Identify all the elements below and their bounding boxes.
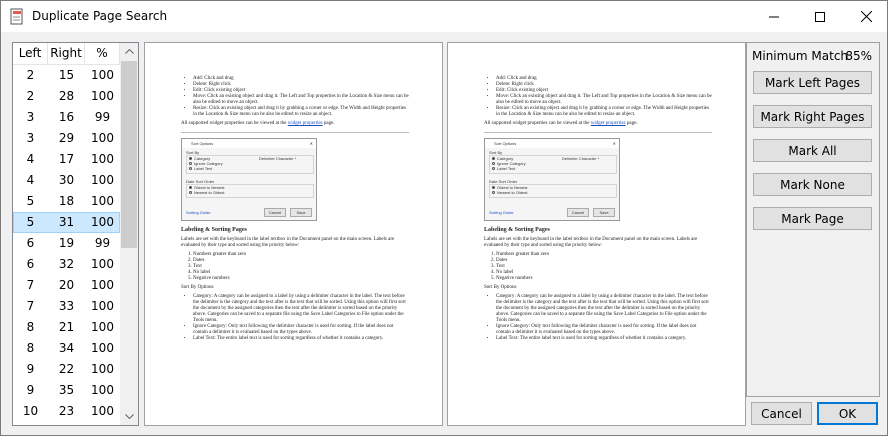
sort-option-bullets	[181, 294, 409, 342]
mark-left-pages-button[interactable]: Mark Left Pages	[753, 71, 872, 94]
cell-right: 21	[58, 320, 75, 334]
scroll-up-button[interactable]	[120, 43, 138, 60]
list-rows	[13, 65, 120, 422]
document-icon	[10, 8, 24, 25]
priority-item: 4. No label	[496, 270, 712, 276]
dialog-content	[1, 32, 887, 435]
minimum-match-value: 85%	[845, 49, 872, 63]
priority-item: 3. Text	[193, 264, 409, 270]
table-row[interactable]	[13, 275, 120, 296]
cell-left: 6	[26, 236, 35, 250]
table-row[interactable]	[13, 401, 120, 422]
left-page-preview	[144, 42, 443, 426]
table-row[interactable]	[13, 338, 120, 359]
sort-options-title	[182, 139, 316, 148]
priority-item: 1. Numbers greater than zero	[193, 252, 409, 258]
radio-label: Label Text	[194, 166, 213, 171]
list-scrollbar[interactable]	[120, 43, 138, 425]
close-icon: ✕	[309, 141, 313, 146]
bullet-item: • Label Text: The entire label text is used for sorting regardless of whether it contains a category.	[496, 336, 712, 342]
labels-paragraph: Labels are set with the keyboard in the label textbox in the Document panel on the main screen. Labels are evaluated by their type and sorted using the priority below:	[484, 237, 698, 248]
close-icon	[861, 11, 872, 22]
priority-item: 2. Dates	[496, 258, 712, 264]
page-content	[484, 76, 712, 342]
widget-properties-link: widget properties	[287, 121, 323, 126]
radio-label: Ignore Category	[194, 161, 223, 166]
cell-pct: 100	[91, 257, 114, 271]
cell-pct: 100	[91, 194, 114, 208]
cell-left: 2	[26, 68, 35, 82]
sort-by-group	[186, 155, 314, 174]
cell-left: 10	[22, 404, 39, 418]
cell-right: 17	[58, 152, 75, 166]
cell-right: 23	[58, 404, 75, 418]
cell-right: 19	[58, 236, 75, 250]
cell-left: 5	[26, 194, 35, 208]
sort-options-title	[485, 139, 619, 148]
date-order-label: Date Sort Order	[186, 179, 215, 184]
table-row[interactable]	[13, 296, 120, 317]
radio-label: Oldest to Newest	[194, 185, 225, 190]
cell-right: 32	[58, 257, 75, 271]
bullet-item: • Category: A category can be assigned to a label by using a delimiter character in the label. The text before the delimiter is the category and the text after is the text that will be sorted. Using this option will first sort the document by the assigned categories then the text after the delimiter is sorted based on the priority above. Categories can be saved to a separate file using the Save Label Categories to File option under the Tools menu.	[496, 294, 712, 324]
table-row[interactable]	[13, 317, 120, 338]
editing-bullets	[484, 76, 712, 118]
sort-options-title-text: Sort Options	[494, 141, 517, 146]
minimize-icon	[769, 12, 779, 22]
sort-option-bullets	[484, 294, 712, 342]
table-row[interactable]	[13, 170, 120, 191]
priority-item: 5. Negative numbers	[193, 276, 409, 282]
section-heading: Labeling & Sorting Pages	[484, 227, 550, 233]
radio-label: Newest to Oldest	[194, 190, 225, 195]
priority-item: 4. No label	[193, 270, 409, 276]
bullet-item: • Edit: Click existing object	[193, 88, 409, 94]
cell-left: 4	[26, 152, 35, 166]
cell-pct: 100	[91, 383, 114, 397]
maximize-icon	[815, 12, 825, 22]
properties-end: page.	[626, 121, 638, 126]
cell-pct: 100	[91, 404, 114, 418]
cell-pct: 100	[91, 131, 114, 145]
sort-options-title-text: Sort Options	[191, 141, 214, 146]
bullet-item: • Ignore Category: Only text following the delimiter character is used for sorting. If the label does not contain a delimiter it is evaluated based on the types above.	[496, 324, 712, 336]
cell-left: 7	[26, 278, 35, 292]
cell-left: 7	[26, 299, 35, 313]
cell-right: 33	[58, 299, 75, 313]
properties-text: All supported widget properties can be viewed at the	[181, 121, 287, 126]
column-header-right[interactable]: Right	[48, 43, 85, 65]
section-heading: Labeling & Sorting Pages	[181, 227, 247, 233]
table-row[interactable]	[13, 128, 120, 149]
sort-options-screenshot	[484, 138, 620, 221]
column-header-percent[interactable]: %	[85, 43, 120, 65]
cell-pct: 100	[91, 278, 114, 292]
cell-right: 16	[58, 110, 75, 124]
sort-by-label: Sort By	[186, 150, 200, 155]
cell-pct: 99	[94, 236, 111, 250]
minimum-match-label: Minimum Match	[752, 49, 849, 63]
cell-right: 28	[58, 89, 75, 103]
cell-right: 18	[58, 194, 75, 208]
priority-list	[181, 252, 409, 282]
cell-left: 3	[26, 131, 35, 145]
ok-button[interactable]: OK	[817, 402, 878, 425]
delimiter-label: Delimiter Character *	[259, 156, 297, 161]
cell-right: 34	[58, 341, 75, 355]
date-order-group	[489, 184, 617, 198]
sort-by-label: Sort By	[489, 150, 503, 155]
mark-panel	[746, 42, 880, 397]
table-row[interactable]	[13, 86, 120, 107]
radio-label: Label Text	[497, 166, 516, 171]
minimize-button[interactable]	[751, 1, 797, 32]
radio-label: Category	[194, 156, 211, 161]
bullet-item: • Delete: Right click	[193, 82, 409, 88]
table-row[interactable]	[13, 233, 120, 254]
maximize-button[interactable]	[797, 1, 843, 32]
cell-right: 35	[58, 383, 75, 397]
mark-all-button[interactable]: Mark All	[753, 139, 872, 162]
scroll-thumb[interactable]	[121, 61, 137, 248]
editing-bullets	[181, 76, 409, 118]
priority-item: 2. Dates	[193, 258, 409, 264]
cell-pct: 100	[91, 68, 114, 82]
date-order-group	[186, 184, 314, 198]
mark-page-button[interactable]: Mark Page	[753, 207, 872, 230]
cell-right: 22	[58, 362, 75, 376]
cancel-button[interactable]: Cancel	[751, 402, 812, 425]
mark-right-pages-button[interactable]: Mark Right Pages	[753, 105, 872, 128]
cell-left: 3	[26, 110, 35, 124]
sort-options-heading: Sort By Options	[181, 285, 214, 290]
chevron-down-icon	[125, 414, 134, 419]
widget-properties-link: widget properties	[590, 121, 626, 126]
cell-right: 30	[58, 173, 75, 187]
title-bar	[1, 1, 887, 32]
table-row[interactable]	[13, 254, 120, 275]
table-row[interactable]	[13, 149, 120, 170]
priority-item: 3. Text	[496, 264, 712, 270]
cell-left: 2	[26, 89, 35, 103]
table-row[interactable]	[13, 107, 120, 128]
cell-left: 9	[26, 383, 35, 397]
radio-label-text	[492, 166, 616, 171]
radio-newest	[189, 190, 313, 195]
sorting-guide-link: Sorting Guide	[489, 210, 514, 215]
list-header	[13, 43, 120, 65]
radio-label: Oldest to Newest	[497, 185, 528, 190]
divider	[181, 132, 409, 133]
sorting-guide-link: Sorting Guide	[186, 210, 211, 215]
close-icon: ✕	[612, 141, 616, 146]
sort-by-group	[489, 155, 617, 174]
priority-list	[484, 252, 712, 282]
page-content	[181, 76, 409, 342]
match-list[interactable]	[12, 42, 139, 426]
labels-paragraph: Labels are set with the keyboard in the label textbox in the Document panel on the main screen. Labels are evaluated by their type and sorted using the priority below:	[181, 237, 395, 248]
cell-pct: 100	[91, 299, 114, 313]
mini-cancel-button: Cancel	[264, 208, 286, 217]
table-row[interactable]	[13, 65, 120, 86]
cell-right: 31	[58, 215, 75, 229]
cell-left: 9	[26, 362, 35, 376]
window-title: Duplicate Page Search	[32, 9, 168, 23]
delimiter-label: Delimiter Character *	[562, 156, 600, 161]
table-row[interactable]	[13, 191, 120, 212]
radio-label-text	[189, 166, 313, 171]
mini-save-button: Save	[290, 208, 312, 217]
priority-item: 1. Numbers greater than zero	[496, 252, 712, 258]
properties-paragraph	[181, 121, 409, 127]
table-row[interactable]	[13, 359, 120, 380]
cell-right: 29	[58, 131, 75, 145]
bullet-item: • Move: Click an existing object and drag it. The Left and Top properties in the Location & Size menu can be also be edited to move an object.	[496, 94, 712, 106]
sort-options-screenshot	[181, 138, 317, 221]
cell-right: 20	[58, 278, 75, 292]
radio-newest	[492, 190, 616, 195]
cell-pct: 99	[94, 110, 111, 124]
cell-pct: 100	[91, 173, 114, 187]
cell-pct: 100	[91, 89, 114, 103]
bullet-item: • Edit: Click existing object	[496, 88, 712, 94]
mini-save-button: Save	[593, 208, 615, 217]
chevron-up-icon	[125, 49, 134, 54]
cell-pct: 100	[91, 152, 114, 166]
cell-left: 6	[26, 257, 35, 271]
radio-label: Category	[497, 156, 514, 161]
scroll-down-button[interactable]	[120, 408, 138, 425]
cell-left: 5	[26, 215, 35, 229]
cell-left: 4	[26, 173, 35, 187]
close-button[interactable]	[843, 1, 888, 32]
mark-none-button[interactable]: Mark None	[753, 173, 872, 196]
bullet-item: • Add: Click and drag	[193, 76, 409, 82]
date-order-label: Date Sort Order	[489, 179, 518, 184]
bullet-item: • Move: Click an existing object and drag it. The Left and Top properties in the Location & Size menu can be also be edited to move an object.	[193, 94, 409, 106]
priority-item: 5. Negative numbers	[496, 276, 712, 282]
table-row[interactable]	[13, 380, 120, 401]
cell-pct: 100	[91, 215, 114, 229]
radio-label: Ignore Category	[497, 161, 526, 166]
bullet-item: • Resize: Click an existing object and drag it by grabbing a corner or edge. The Width and Height properties in the Location & Size menu can be also be edited to resize an object.	[496, 106, 712, 118]
bullet-item: • Ignore Category: Only text following the delimiter character is used for sorting. If the label does not contain a delimiter it is evaluated based on the types above.	[193, 324, 409, 336]
bullet-item: • Label Text: The entire label text is used for sorting regardless of whether it contains a category.	[193, 336, 409, 342]
cell-left: 8	[26, 320, 35, 334]
mini-cancel-button: Cancel	[567, 208, 589, 217]
bullet-item: • Delete: Right click	[496, 82, 712, 88]
divider	[484, 132, 712, 133]
cell-right: 15	[58, 68, 75, 82]
right-page-preview	[447, 42, 746, 426]
cell-pct: 100	[91, 341, 114, 355]
sort-options-heading: Sort By Options	[484, 285, 517, 290]
properties-text: All supported widget properties can be viewed at the	[484, 121, 590, 126]
bullet-item: • Category: A category can be assigned to a label by using a delimiter character in the label. The text before the delimiter is the category and the text after is the text that will be sorted. Using this option will first sort the document by the assigned categories then the text after the delimiter is sorted based on the priority above. Categories can be saved to a separate file using the Save Label Categories to File option under the Tools menu.	[193, 294, 409, 324]
properties-paragraph	[484, 121, 712, 127]
column-header-left[interactable]: Left	[13, 43, 48, 65]
cell-left: 8	[26, 341, 35, 355]
radio-label: Newest to Oldest	[497, 190, 528, 195]
properties-end: page.	[323, 121, 335, 126]
cell-pct: 100	[91, 362, 114, 376]
cell-pct: 100	[91, 320, 114, 334]
bullet-item: • Add: Click and drag	[496, 76, 712, 82]
table-row[interactable]	[13, 212, 120, 233]
bullet-item: • Resize: Click an existing object and drag it by grabbing a corner or edge. The Width and Height properties in the Location & Size menu can be also be edited to resize an object.	[193, 106, 409, 118]
